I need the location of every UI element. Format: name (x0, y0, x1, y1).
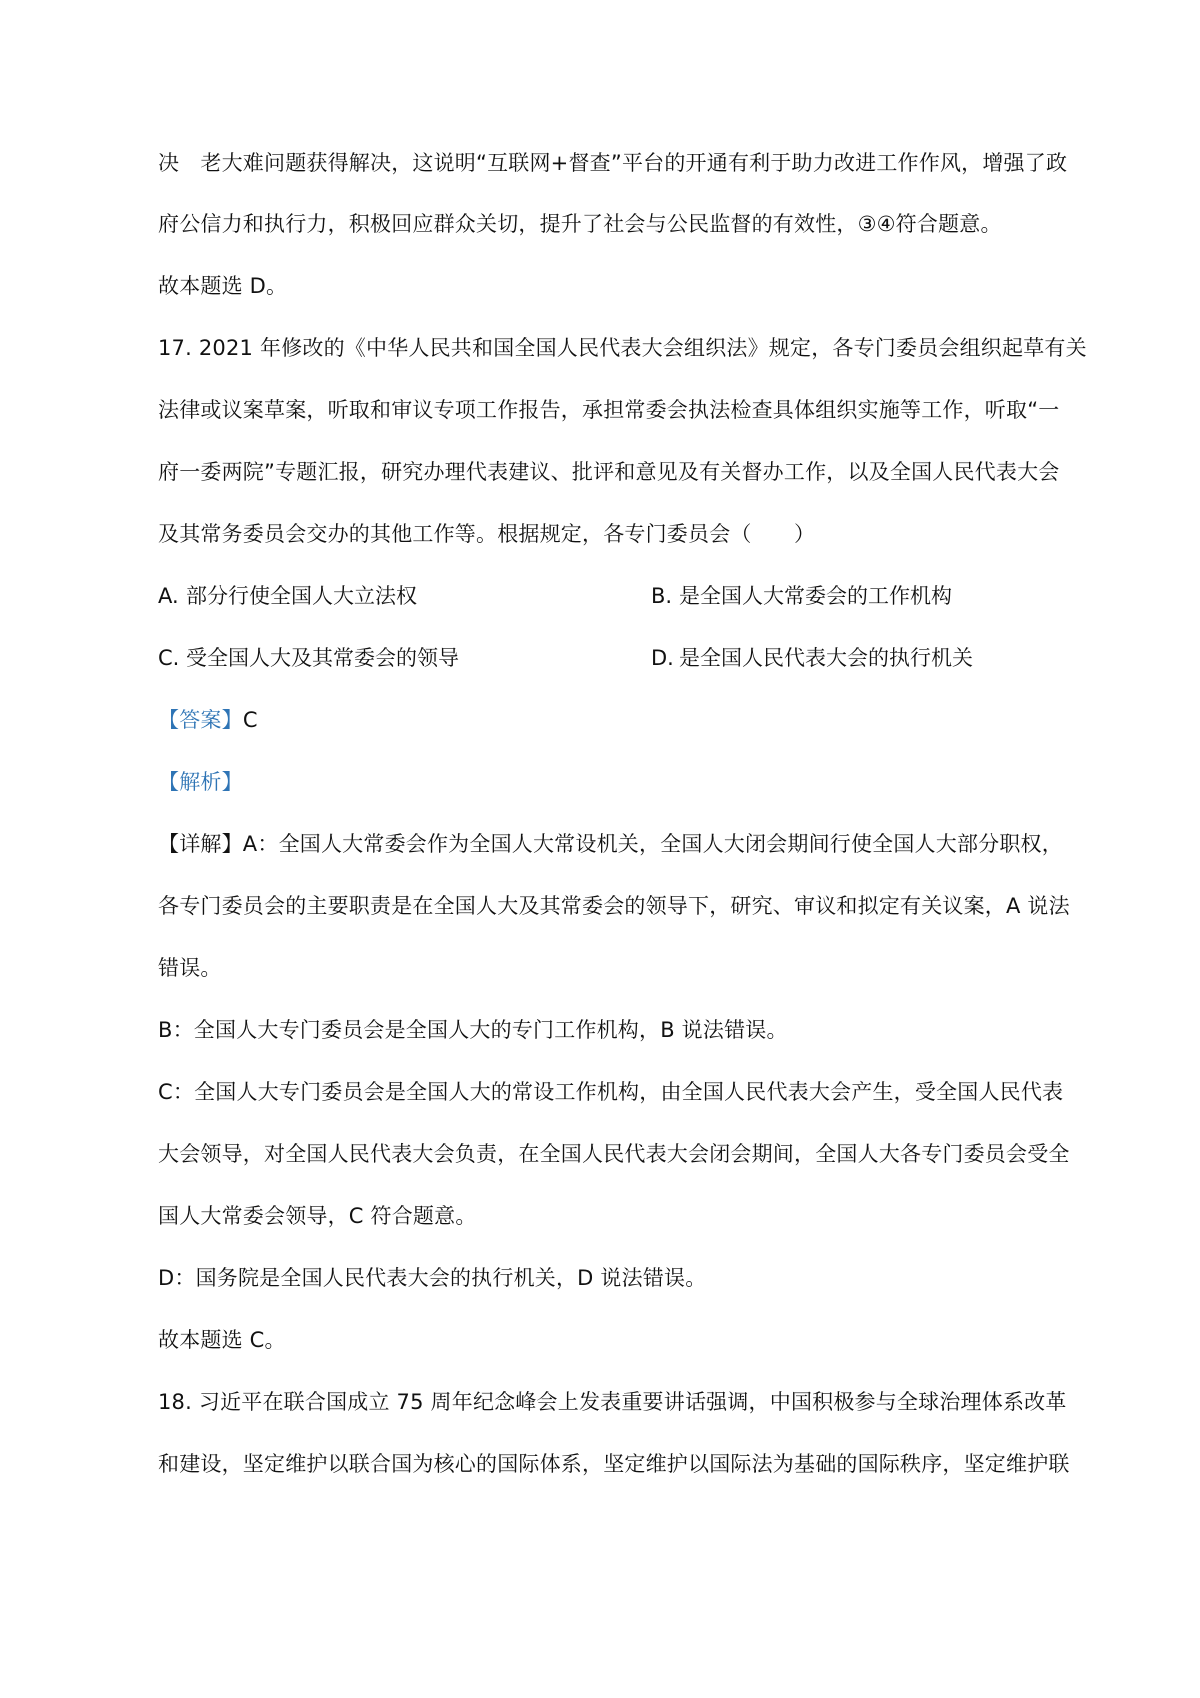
q17-detail-c-line-3: 国人大常委会领导，C 符合题意。 (158, 1204, 477, 1228)
option-letter: D. (651, 646, 674, 670)
q17-detail-b: B：全国人大专门委员会是全国人大的专门工作机构，B 说法错误。 (158, 1018, 788, 1042)
option-text: 部分行使全国人大立法权 (186, 584, 417, 608)
q17-option-d (651, 644, 973, 672)
answer-value: C (242, 708, 258, 732)
q17-stem-line-1: 17. 2021 年修改的《中华人民共和国全国人民代表大会组织法》规定，各专门委员会组织起草有关 (158, 336, 1087, 360)
q18-stem-line-1: 18. 习近平在联合国成立 75 周年纪念峰会上发表重要讲话强调，中国积极参与全球治理体系改革 (158, 1390, 1067, 1414)
q18-stem-line-2: 和建设，坚定维护以联合国为核心的国际体系，坚定维护以国际法为基础的国际秩序，坚定维护联 (158, 1452, 1070, 1476)
q17-detail-d: D：国务院是全国人民代表大会的执行机关，D 说法错误。 (158, 1266, 707, 1290)
continuation-conclusion: 故本题选 D。 (158, 274, 288, 298)
q17-option-c (158, 644, 459, 672)
option-text: 是全国人大常委会的工作机构 (679, 584, 952, 608)
q17-option-a (158, 582, 417, 610)
q17-conclusion: 故本题选 C。 (158, 1328, 286, 1352)
q17-detail-line-2: 各专门委员会的主要职责是在全国人大及其常委会的领导下，研究、审议和拟定有关议案，A 说法 (158, 894, 1070, 918)
continuation-line-1: 决 老大难问题获得解决，这说明“互联网+督查”平台的开通有利于助力改进工作作风，增强了政 (158, 151, 1068, 175)
continuation-line-2: 府公信力和执行力，积极回应群众关切，提升了社会与公民监督的有效性，③④符合题意。 (158, 212, 1002, 236)
q17-analysis-tag: 【解析】 (158, 770, 243, 794)
q17-detail-c-line-2: 大会领导，对全国人民代表大会负责，在全国人民代表大会闭会期间，全国人大各专门委员会受全 (158, 1142, 1070, 1166)
q17-answer (158, 706, 1058, 734)
q17-stem-line-4: 及其常务委员会交办的其他工作等。根据规定，各专门委员会（ ） (158, 522, 816, 546)
q17-option-b (651, 582, 952, 610)
q17-detail-line-3: 错误。 (158, 956, 222, 980)
answer-tag: 【答案】 (158, 708, 243, 732)
option-letter: C. (158, 646, 180, 670)
option-letter: B. (651, 584, 673, 608)
q17-stem-line-2: 法律或议案草案，听取和审议专项工作报告，承担常委会执法检查具体组织实施等工作，听取“一 (158, 398, 1060, 422)
q17-detail-line-1: 【详解】A：全国人大常委会作为全国人大常设机关，全国人大闭会期间行使全国人大部分职权， (158, 832, 1063, 856)
q17-stem-line-3: 府一委两院”专题汇报，研究办理代表建议、批评和意见及有关督办工作，以及全国人民代表大会 (158, 460, 1060, 484)
option-letter: A. (158, 584, 179, 608)
q17-detail-c-line-1: C：全国人大专门委员会是全国人大的常设工作机构，由全国人民代表大会产生，受全国人民代表 (158, 1080, 1064, 1104)
option-text: 是全国人民代表大会的执行机关 (679, 646, 973, 670)
option-text: 受全国人大及其常委会的领导 (186, 646, 459, 670)
